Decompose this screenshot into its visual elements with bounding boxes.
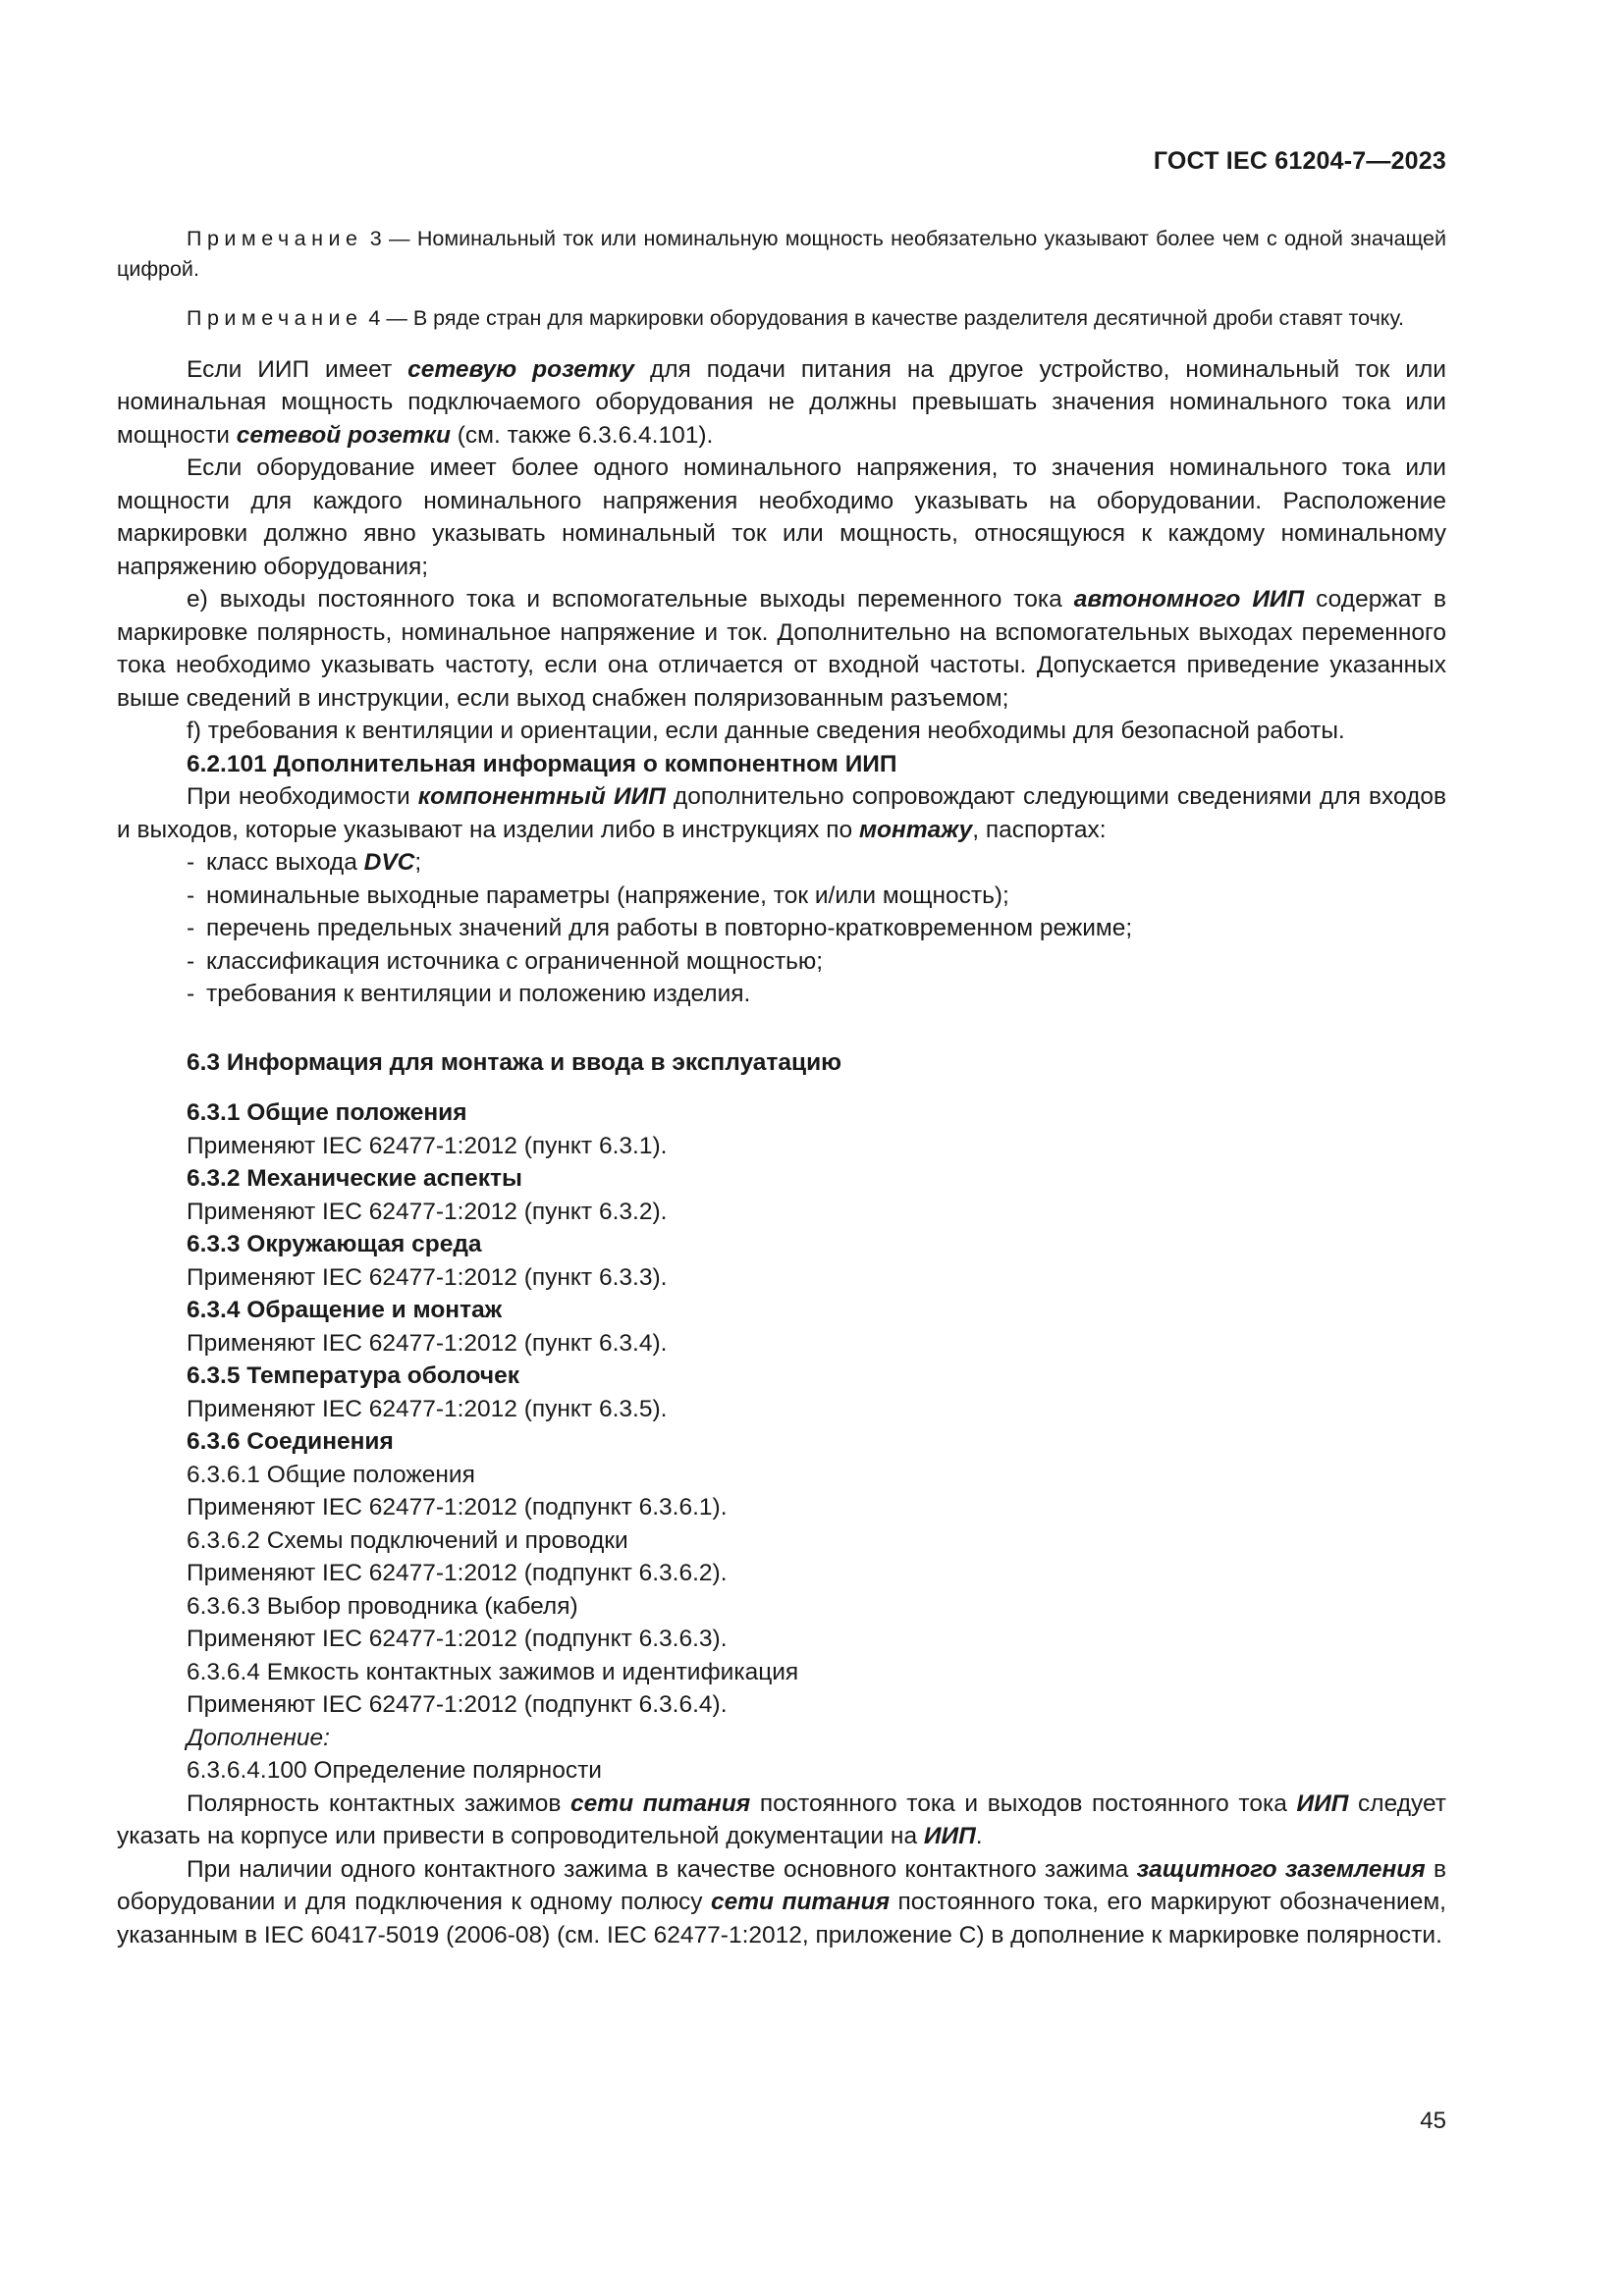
clause-text: Применяют IEC 62477-1:2012 (подпункт 6.3.6.1). bbox=[187, 1494, 728, 1521]
subsection-6-3-6-heading: 6.3.6 Соединения bbox=[187, 1428, 394, 1455]
list-item: - класс выхода DVC; bbox=[187, 849, 422, 876]
subsection-heading: 6.3.2 Механические аспекты bbox=[187, 1165, 522, 1192]
subsection-text: Применяют IEC 62477-1:2012 (пункт 6.3.1). bbox=[187, 1132, 668, 1159]
list-item: - номинальные выходные параметры (напряжение, ток и/или мощность); bbox=[187, 881, 1009, 909]
document-id-header: ГОСТ IEC 61204-7—2023 bbox=[1153, 147, 1446, 175]
paragraph-polarity-1: Полярность контактных зажимов сети питания постоянного тока и выходов постоянного тока ИИП следует указать на корпусе или привести в сопроводительной документации на ИИП. bbox=[117, 1789, 1446, 1849]
item-f: f) требования к вентиляции и ориентации, если данные сведения необходимы для безопасной работы. bbox=[187, 718, 1345, 744]
clause-title: 6.3.6.3 Выбор проводника (кабеля) bbox=[187, 1592, 578, 1620]
subsection-text: Применяют IEC 62477-1:2012 (пункт 6.3.4). bbox=[187, 1329, 668, 1357]
subsection-heading: 6.3.4 Обращение и монтаж bbox=[187, 1297, 503, 1323]
note-text: 4 — В ряде стран для маркировки оборудования в качестве разделителя десятичной дроби ставят точку. bbox=[362, 306, 1405, 330]
term-mounting: монтажу bbox=[858, 816, 973, 843]
term-standalone-psu: автономного ИИП bbox=[1073, 586, 1305, 613]
term-psu: ИИП bbox=[1296, 1789, 1349, 1817]
list-item: - классификация источника с ограниченной мощностью; bbox=[187, 947, 824, 975]
subsection-text: Применяют IEC 62477-1:2012 (пункт 6.3.3). bbox=[187, 1263, 668, 1291]
note-4 bbox=[117, 303, 1446, 334]
term-outlet: сетевую розетку bbox=[407, 355, 634, 383]
term-outlet-2: сетевой розетки bbox=[236, 421, 451, 449]
subsection-heading: 6.3.3 Окружающая среда bbox=[187, 1231, 482, 1257]
term-component-psu: компонентный ИИП bbox=[417, 783, 666, 810]
section-6-3-heading: 6.3 Информация для монтажа и ввода в эксплуатацию bbox=[187, 1048, 842, 1076]
subsection-text: Применяют IEC 62477-1:2012 (пункт 6.3.5). bbox=[187, 1395, 668, 1422]
item-e: е) выходы постоянного тока и вспомогательные выходы переменного тока автономного ИИП содержат в маркировке полярность, номинальное напряжение и ток. Дополнительно на вспомогательных выходах переменного тока необходимо указывать частоту, если она отличается от входной частоты. Допускается приведение указанных выше сведений в инструкции, если выход снабжен поляризованным разъемом; bbox=[117, 586, 1446, 712]
clause-title: 6.3.6.4 Емкость контактных зажимов и идентификация bbox=[187, 1658, 799, 1685]
list-item: - требования к вентиляции и положению изделия. bbox=[187, 981, 751, 1007]
clause-text: Применяют IEC 62477-1:2012 (подпункт 6.3.6.3). bbox=[187, 1626, 728, 1652]
subsection-heading: 6.3.5 Температура оболочек bbox=[187, 1362, 519, 1389]
subsection-text: Применяют IEC 62477-1:2012 (пункт 6.3.2). bbox=[187, 1198, 668, 1225]
note-text: 3 — Номинальный ток или номинальную мощность необязательно указывают более чем с одной значащей цифрой. bbox=[117, 227, 1446, 281]
section-6-2-101-text: При необходимости компонентный ИИП дополнительно сопровождают следующими сведениями для входов и выходов, которые указывают на изделии либо в инструкциях по монтажу, паспортах: bbox=[117, 783, 1446, 843]
subsection-heading: 6.3.1 Общие положения bbox=[187, 1099, 467, 1126]
clause-title: 6.3.6.2 Схемы подключений и проводки bbox=[187, 1526, 628, 1554]
clause-text: Применяют IEC 62477-1:2012 (подпункт 6.3.6.2). bbox=[187, 1560, 728, 1586]
clause-title: 6.3.6.4.100 Определение полярности bbox=[187, 1757, 602, 1784]
paragraph-outlet: Если ИИП имеет сетевую розетку для подачи питания на другое устройство, номинальный ток или номинальная мощность подключаемого оборудования не должны превышать значения номинального тока или мощности сетевой розетки (см. также 6.3.6.4.101). bbox=[117, 355, 1446, 449]
term-mains: сети питания bbox=[570, 1789, 751, 1817]
note-label: Примечание bbox=[187, 227, 363, 250]
term-psu-2: ИИП bbox=[923, 1823, 976, 1849]
paragraph-multiple-voltages: Если оборудование имеет более одного номинального напряжения, то значения номинального тока или мощности для каждого номинального напряжения необходимо указывать на оборудовании. Расположение маркировки должно явно указывать номинальный ток или мощность, относящуюся к каждому номинальному напряжению оборудования; bbox=[117, 454, 1446, 580]
clause-title: 6.3.6.1 Общие положения bbox=[187, 1461, 475, 1488]
addition-label: Дополнение: bbox=[187, 1724, 330, 1751]
term-mains-2: сети питания bbox=[711, 1889, 891, 1915]
page-number: 45 bbox=[1420, 2108, 1446, 2134]
paragraph-polarity-2: При наличии одного контактного зажима в качестве основного контактного зажима защитного заземления в оборудовании и для подключения к одному полюсу сети питания постоянного тока, его маркируют обозначением, указанным в IEC 60417-5019 (2006-08) (см. IEC 62477-1:2012, приложение С) в дополнение к маркировке полярности. bbox=[117, 1855, 1447, 1949]
section-6-2-101-heading: 6.2.101 Дополнительная информация о компонентном ИИП bbox=[187, 750, 897, 777]
note-3 bbox=[117, 224, 1446, 284]
clause-text: Применяют IEC 62477-1:2012 (подпункт 6.3.6.4). bbox=[187, 1691, 728, 1718]
list-item: - перечень предельных значений для работы в повторно-кратковременном режиме; bbox=[187, 915, 1133, 941]
page-body bbox=[117, 224, 1446, 1951]
term-dvc: DVC bbox=[363, 849, 415, 876]
note-label: Примечание bbox=[187, 306, 363, 330]
term-protective-earth: защитного заземления bbox=[1136, 1855, 1426, 1883]
